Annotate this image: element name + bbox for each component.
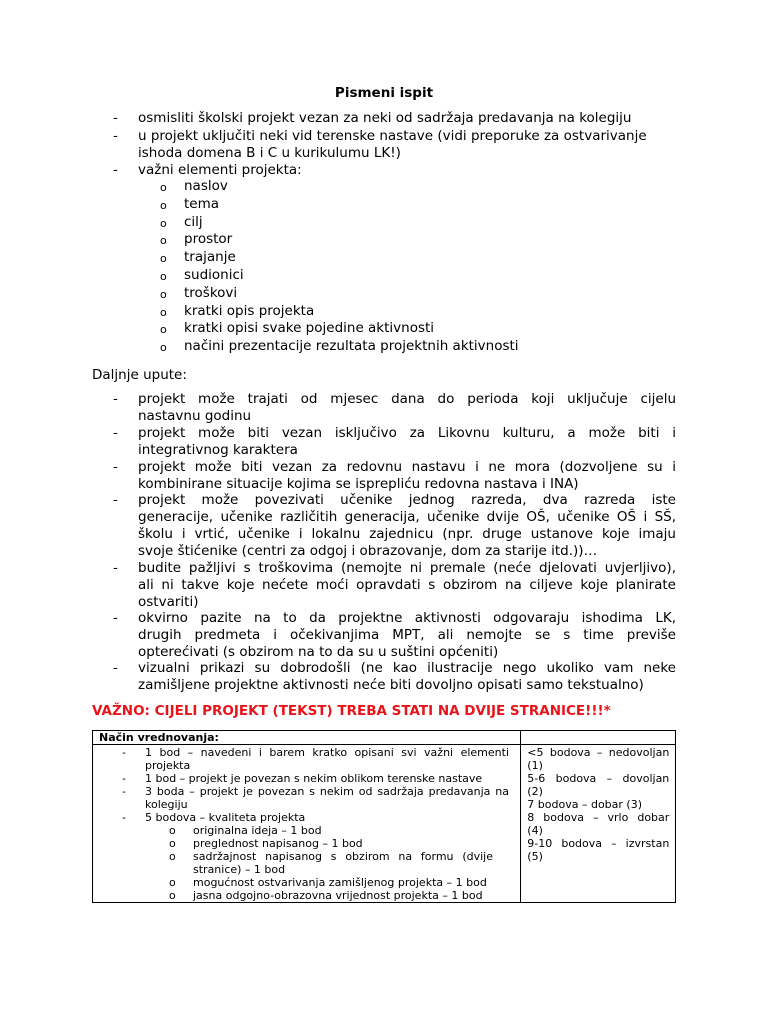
scale-text: 7 bodova – dobar (3) bbox=[527, 798, 642, 811]
instruction-text: svoje štićenike (centri za odgoj i obrazovanje, dom za starije itd.))… bbox=[138, 543, 598, 559]
list-item-text: važni elementi projekta: bbox=[138, 162, 302, 178]
scale-text: 9-10 bodova – izvrstan bbox=[527, 837, 670, 850]
instruction-text: ali ni takve koje nećete moći opravdati s obzirom na ciljeve koje planirate bbox=[138, 577, 676, 593]
instruction-text: ostvariti) bbox=[138, 594, 199, 610]
criteria-text: 5 bodova – kvaliteta projekta bbox=[145, 811, 306, 824]
list-dash: - bbox=[113, 391, 118, 407]
element-item: prostor bbox=[184, 231, 233, 248]
criteria-dash: - bbox=[122, 811, 126, 824]
instruction-text: okvirno pazite na to da projektne aktivnosti odgovaraju ishodima LK, bbox=[138, 610, 676, 626]
warning-text: VAŽNO: CIJELI PROJEKT (TEKST) TREBA STATI NA DVIJE STRANICE!!!* bbox=[92, 703, 611, 719]
instruction-text: integrativnog karaktera bbox=[138, 442, 298, 458]
criteria-text: kolegiju bbox=[145, 798, 188, 811]
circle-bullet: o bbox=[160, 305, 167, 319]
instruction-text: generacije, učenike različitih generacija, učenike dvije OŠ, učenike OŠ i SŠ, bbox=[138, 509, 676, 525]
circle-bullet: o bbox=[160, 323, 167, 337]
instruction-text: školu i vrtić, učenike i lokalnu zajednicu (npr. druge ustanove koje imaju bbox=[138, 526, 676, 542]
further-heading: Daljnje upute: bbox=[92, 367, 187, 383]
circle-bullet: o bbox=[160, 216, 167, 230]
element-item: načini prezentacije rezultata projektnih aktivnosti bbox=[184, 338, 519, 355]
element-item: cilj bbox=[184, 213, 203, 230]
instruction-text: budite pažljivi s troškovima (nemojte ni premale (neće djelovati uvjerljivo), bbox=[138, 560, 676, 576]
grading-heading: Način vrednovanja: bbox=[99, 731, 219, 744]
element-item: sudionici bbox=[184, 267, 244, 283]
criteria-text: 1 bod – projekt je povezan s nekim oblikom terenske nastave bbox=[145, 772, 483, 785]
criteria-text: projekta bbox=[145, 759, 191, 772]
list-dash: - bbox=[113, 459, 118, 475]
list-dash: - bbox=[113, 610, 118, 626]
quality-text: originalna ideja – 1 bod bbox=[193, 824, 322, 837]
scale-text: (2) bbox=[527, 785, 543, 798]
instruction-text: projekt može biti vezan isključivo za Likovnu kulturu, a može biti i bbox=[138, 425, 676, 441]
criteria-dash: - bbox=[122, 785, 126, 798]
list-dash: - bbox=[113, 425, 118, 441]
quality-text: mogućnost ostvarivanja zamišljenog projekta – 1 bod bbox=[193, 876, 487, 889]
instruction-text: drugih predmeta i očekivanjima MPT, ali nemojte se s time previše bbox=[138, 627, 676, 643]
element-item: kratki opisi svake pojedine aktivnosti bbox=[184, 320, 435, 337]
criteria-dash: - bbox=[122, 772, 126, 785]
instruction-text: vizualni prikazi su dobrodošli (ne kao ilustracije nego ukoliko vam neke bbox=[138, 660, 676, 676]
circle-bullet: o bbox=[160, 181, 167, 194]
element-item: naslov bbox=[184, 178, 228, 194]
list-dash: - bbox=[113, 492, 118, 508]
scale-text: 5-6 bodova – dovoljan bbox=[527, 772, 670, 785]
instruction-text: kombinirane situacije kojima se isprepliću redovna nastava i INA) bbox=[138, 476, 579, 492]
criteria-text: 3 boda – projekt je povezan s nekim od sadržaja predavanja na bbox=[145, 785, 509, 798]
circle-bullet: o bbox=[160, 287, 167, 301]
scale-text: (1) bbox=[527, 759, 543, 772]
quality-text: sadržajnost napisanog s obzirom na formu (dvije bbox=[193, 850, 493, 863]
scale-text: <5 bodova – nedovoljan bbox=[527, 746, 670, 759]
circle-bullet: o bbox=[160, 234, 167, 248]
element-item: tema bbox=[184, 195, 220, 212]
scale-text: (5) bbox=[527, 850, 543, 863]
quality-text: stranice) – 1 bod bbox=[193, 863, 286, 876]
quality-bullet: o bbox=[169, 824, 176, 837]
quality-bullet: o bbox=[169, 889, 176, 902]
circle-bullet: o bbox=[160, 270, 167, 283]
scale-text: (4) bbox=[527, 824, 543, 837]
instruction-text: projekt može trajati od mjesec dana do perioda koji uključuje cijelu bbox=[138, 391, 676, 407]
grading-table bbox=[92, 730, 676, 903]
list-dash: - bbox=[113, 128, 118, 144]
list-dash: - bbox=[113, 560, 118, 576]
list-item-text: ishoda domena B i C u kurikulumu LK!) bbox=[138, 145, 401, 161]
instruction-text: projekt može biti vezan za redovnu nastavu i ne mora (dozvoljene su i bbox=[138, 459, 676, 475]
element-item: troškovi bbox=[184, 284, 238, 301]
circle-bullet: o bbox=[160, 198, 167, 212]
list-item-text: osmisliti školski projekt vezan za neki od sadržaja predavanja na kolegiju bbox=[138, 110, 632, 126]
instruction-text: opterećivati (s obzirom na to da su u suštini općeniti) bbox=[138, 644, 499, 660]
instruction-text: nastavnu godinu bbox=[138, 408, 252, 424]
list-item-text: u projekt uključiti neki vid terenske nastave (vidi preporuke za ostvarivanje bbox=[138, 128, 647, 144]
grading-criteria bbox=[93, 745, 520, 902]
quality-bullet: o bbox=[169, 837, 176, 850]
scale-text: 8 bodova – vrlo dobar bbox=[527, 811, 670, 824]
page-title: Pismeni ispit bbox=[334, 85, 434, 101]
list-dash: - bbox=[113, 660, 118, 676]
element-item: kratki opis projekta bbox=[184, 302, 315, 319]
list-dash: - bbox=[113, 162, 118, 178]
circle-bullet: o bbox=[160, 252, 167, 266]
quality-text: jasna odgojno-obrazovna vrijednost projekta – 1 bod bbox=[193, 889, 483, 902]
quality-text: preglednost napisanog – 1 bod bbox=[193, 837, 363, 850]
grading-scale bbox=[521, 745, 675, 902]
list-dash: - bbox=[113, 110, 118, 126]
instruction-text: projekt može povezivati učenike jednog razreda, dva razreda iste bbox=[138, 492, 676, 508]
criteria-dash: - bbox=[122, 746, 126, 759]
quality-bullet: o bbox=[169, 876, 176, 889]
circle-bullet: o bbox=[160, 341, 167, 355]
element-item: trajanje bbox=[184, 249, 236, 266]
criteria-text: 1 bod – navedeni i barem kratko opisani svi važni elementi bbox=[145, 746, 509, 759]
quality-bullet: o bbox=[169, 850, 176, 863]
instruction-text: zamišljene projektne aktivnosti neće biti dovoljno opisati samo tekstualno) bbox=[138, 677, 644, 693]
